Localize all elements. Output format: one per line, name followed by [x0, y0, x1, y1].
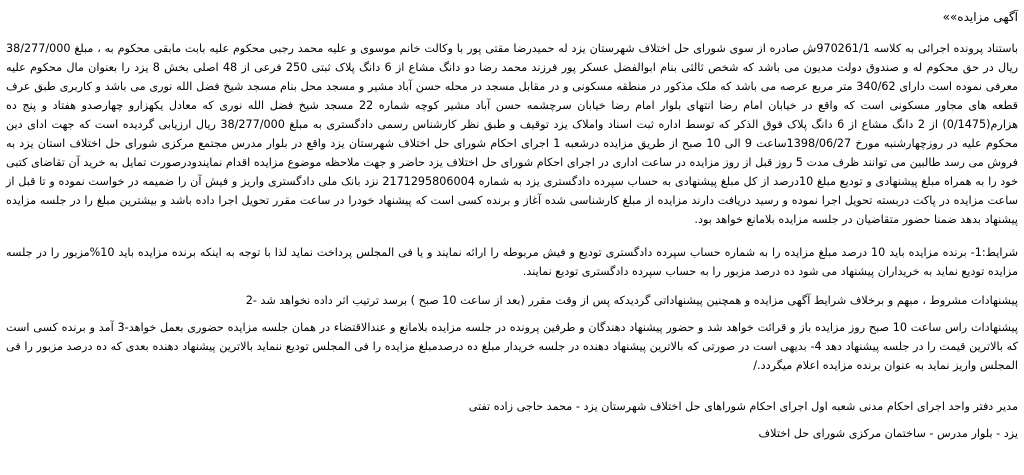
signature-line: مدیر دفتر واحد اجرای احکام مدنی شعبه اول اجرای احکام شوراهای حل اختلاف شهرستان یزد - محمد حاجی زاده تفتی: [468, 400, 1018, 413]
condition-2: پیشنهادات مشروط ، مبهم و برخلاف شرایط آگهی مزایده و همچنین پیشنهاداتی گردیدکه پس از وقت مقرر (بعد از ساعت 10 صبح ) برسد ترتیب اثر داده نخواهد شد -2: [245, 294, 1018, 307]
condition-3: پیشنهادات راس ساعت 10 صبح روز مزایده باز و قرائت خواهد شد و حضور پیشنهاد دهندگان و طرفین پرونده در جلسه مزایده بلامانع و عندالاقتضاء در همان جلسه مزایده حضوری بعمل خواهد-3 آمد و برنده کسی است که بالاترین قیمت را در جلسه پیشنهاد دهد 4- بدیهی است در صورتی که بالاترین پیشنهاد دهنده در جلسه خریدار مبلغ ده درصدمبلغ مزایده را فی المجلس تودیع ننماید بالاترین پیشنهاد دهنده بعدی که ده درصد مزبور را فی المجلس واریز نماید به عنوان برنده مزایده اعلام میگردد./: [6, 321, 1019, 372]
notice-title: آگهی مزایده»»: [942, 10, 1018, 24]
condition-1: شرایط:1- برنده مزایده باید 10 درصد مبلغ مزایده را به شماره حساب سپرده دادگستری تودیع و فیش مربوطه را ارائه نمایند و یا فی المجلس پرداخت نماید لذا با توجه به اینکه برنده مزایده باید 10%مزبور را در جلسه مزایده تودیع نماید به خریداران پیشنهاد می شود ده درصد مزبور را به حساب سپرده دادگستری تودیع نمایند.: [6, 246, 1018, 278]
notice-body: باستناد پرونده اجرائی به کلاسه 970261/1ش صادره از سوی شورای حل اختلاف شهرستان یزد له حمیدرضا مقتی پور با وکالت خانم موسوی و علیه محمد رجبی محکوم علیه بابت مابقی محکوم به ، مبلغ 38/277/000 ریال در حق محکوم له و صندوق دولت مدیون می باشد که شخص ثالثی بنام ابوالفضل عسکر پور فرزند محمد رضا دو دانگ مشاع از 6 دانگ پلاک ثبتی 250 فرعی از 48 اصلی بخش 8 یزد را بعنوان مال محکوم علیه معرفی نموده است دارای 340/62 متر مربع عرصه می باشد که ملک مذکور در منطقه مسکونی و در مقابل مسجد در محله حسن آباد مشیر و مسجد محل بنام مسجد شیخ فضل الله نوری می باشد و کاربری طبق عرف قطعه های مجاور مسکونی است که واقع در خیابان امام رضا انتهای بلوار امام رضا خیابان سرچشمه حسن آباد مشیر کوچه شماره 22 مسجد شیخ فضل الله نوری که معادل یکهزارو چهارصدو هفتاد و پنج ده هزارم(0/1475) از 2 دانگ مشاع از 6 دانگ پلاک فوق الذکر که توسط اداره ثبت اسناد واملاک یزد توقیف و طبق نظر کارشناس رسمی دادگستری به مبلغ 38/277/000 ریال ارزیابی گردیده است که جهت ادای دین محکوم علیه در روزچهارشنبه مورخ 1398/06/27ساعت 9 الی 10 صبح از طریق مزایده درشعبه 1 اجرای احکام شورای حل اختلاف شهرستان یزد واقع در بلوار مدرس مجتمع مرکزی شورای حل اختلاف استان یزد به فروش می رسد طالبین می توانند ظرف مدت 5 روز قبل از روز مزایده در ساعت اداری در اجرای احکام شورای حل اختلاف یزد حاضر و جهت ملاحظه موضوع مزایده اقدام نمایندودرصورت تمایل به خرید آن تقاضای کتبی خود را به همراه مبلغ پیشنهادی و تودیع مبلغ 10درصد از کل مبلغ پیشنهادی به حساب سپرده دادگستری یزد به شماره 2171295806004 نزد بانک ملی دادگستری واریز و فیش آن را ضمیمه در خواست نموده و تا قبل از ساعت مزایده در پاکت دربسته تحویل اجرا نموده و رسید دریافت دارند مزایده از مبلغ کارشناسی شده آغاز و برنده کسی است که پیشنهاد خودرا در ساعت مقرر تحویل اجرا داده باشد و بیشترین مبلغ را در جلسه مزایده پیشنهاد بدهد ضمنا حضور متقاضیان در جلسه مزایده بلامانع خواهد بود.: [6, 42, 1019, 226]
address-line: یزد - بلوار مدرس - ساختمان مرکزی شورای حل اختلاف: [758, 427, 1018, 440]
